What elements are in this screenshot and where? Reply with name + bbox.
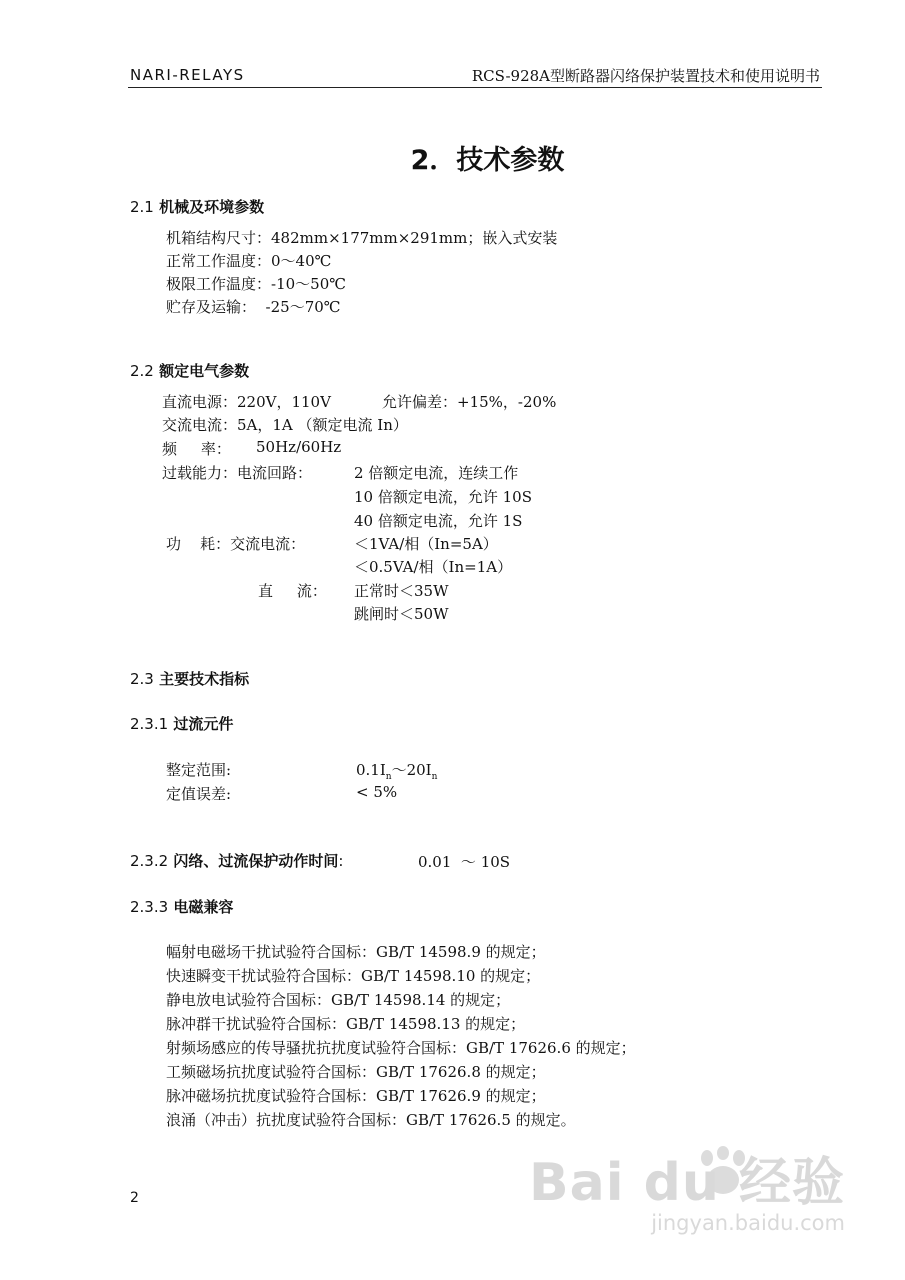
emc-line: 静电放电试验符合国标：GB/T 14598.14 的规定； — [166, 991, 511, 1009]
section-number: 2.3.1 — [130, 715, 169, 733]
section-2-3-3-heading — [130, 896, 233, 917]
emc-line: 脉冲群干扰试验符合国标：GB/T 14598.13 的规定； — [166, 1015, 526, 1033]
power-consumption-label: 功 耗：交流电流： — [166, 535, 306, 553]
section-2-3-1-heading — [130, 713, 233, 734]
watermark — [529, 1140, 845, 1235]
section-2-1-heading — [130, 196, 264, 217]
s21-line: 机箱结构尺寸：482mm×177mm×291mm；嵌入式安装 — [166, 229, 558, 247]
section-2-3-heading — [130, 668, 249, 689]
setting-range-label: 整定范围: — [166, 761, 232, 779]
setting-error-label: 定值误差: — [166, 785, 232, 803]
page-number: 2 — [130, 1190, 139, 1206]
operating-time-value: 0.01 ～ 10S — [418, 853, 511, 871]
ac-current: 交流电流：5A，1A （额定电流 In） — [162, 416, 408, 434]
page-title: 2．技术参数 — [410, 145, 565, 176]
section-title: 额定电气参数 — [159, 362, 250, 380]
section-number: 2.3.3 — [130, 898, 169, 916]
emc-line: 工频磁场抗扰度试验符合国标：GB/T 17626.8 的规定； — [166, 1063, 546, 1081]
section-title: 电磁兼容 — [173, 898, 234, 916]
section-number: 2.2 — [130, 362, 154, 380]
power-ac-item: ＜1VA/相（In=5A） — [354, 535, 498, 553]
dc-tolerance: 允许偏差：+15%，-20% — [382, 393, 557, 411]
power-dc-item: 跳闸时＜50W — [354, 605, 449, 623]
section-number: 2.1 — [130, 198, 154, 216]
setting-error-value: < 5% — [356, 783, 398, 801]
emc-line: 浪涌（冲击）抗扰度试验符合国标：GB/T 17626.5 的规定。 — [166, 1111, 576, 1129]
frequency-label: 频 率： — [162, 440, 231, 458]
s21-line: 极限工作温度：-10～50℃ — [166, 275, 347, 293]
emc-line: 脉冲磁场抗扰度试验符合国标：GB/T 17626.9 的规定； — [166, 1087, 546, 1105]
watermark-url: jingyan.baidu.com — [651, 1211, 845, 1235]
header-divider — [128, 87, 822, 88]
s21-line: 正常工作温度：0～40℃ — [166, 252, 332, 270]
overload-item: 40 倍额定电流，允许 1S — [354, 512, 523, 530]
section-title: 机械及环境参数 — [159, 198, 265, 216]
setting-range-value: $0.1I_n\sim 20I_n$ — [356, 761, 438, 782]
overload-label: 过载能力：电流回路： — [162, 464, 313, 482]
power-dc-label: 直 流： — [258, 582, 327, 600]
emc-line: 幅射电磁场干扰试验符合国标：GB/T 14598.9 的规定； — [166, 943, 546, 961]
power-dc-item: 正常时＜35W — [354, 582, 449, 600]
s21-line: 贮存及运输： -25～70℃ — [166, 298, 341, 316]
section-title: 主要技术指标 — [159, 670, 250, 688]
header-left-brand: NARI-RELAYS — [130, 66, 245, 84]
dc-power-supply: 直流电源：220V，110V — [162, 393, 331, 411]
section-title: 闪络、过流保护动作时间 — [173, 852, 339, 870]
header-right-doc-title: RCS-928A型断路器闪络保护装置技术和使用说明书 — [471, 67, 820, 85]
emc-line: 射频场感应的传导骚扰抗扰度试验符合国标：GB/T 17626.6 的规定； — [166, 1039, 636, 1057]
section-number: 2.3 — [130, 670, 154, 688]
section-2-2-heading — [130, 360, 249, 381]
power-ac-item: ＜0.5VA/相（In=1A） — [354, 558, 513, 576]
emc-line: 快速瞬变干扰试验符合国标：GB/T 14598.10 的规定； — [166, 967, 541, 985]
overload-item: 10 倍额定电流，允许 10S — [354, 488, 532, 506]
watermark-brand: Bai du 经验 — [529, 1153, 845, 1213]
section-number: 2.3.2 — [130, 852, 169, 870]
section-2-3-2-heading: 2.3.2 闪络、过流保护动作时间: — [130, 852, 344, 870]
frequency-value: 50Hz/60Hz — [256, 438, 342, 456]
section-title: 过流元件 — [173, 715, 234, 733]
overload-item: 2 倍额定电流，连续工作 — [354, 464, 519, 482]
